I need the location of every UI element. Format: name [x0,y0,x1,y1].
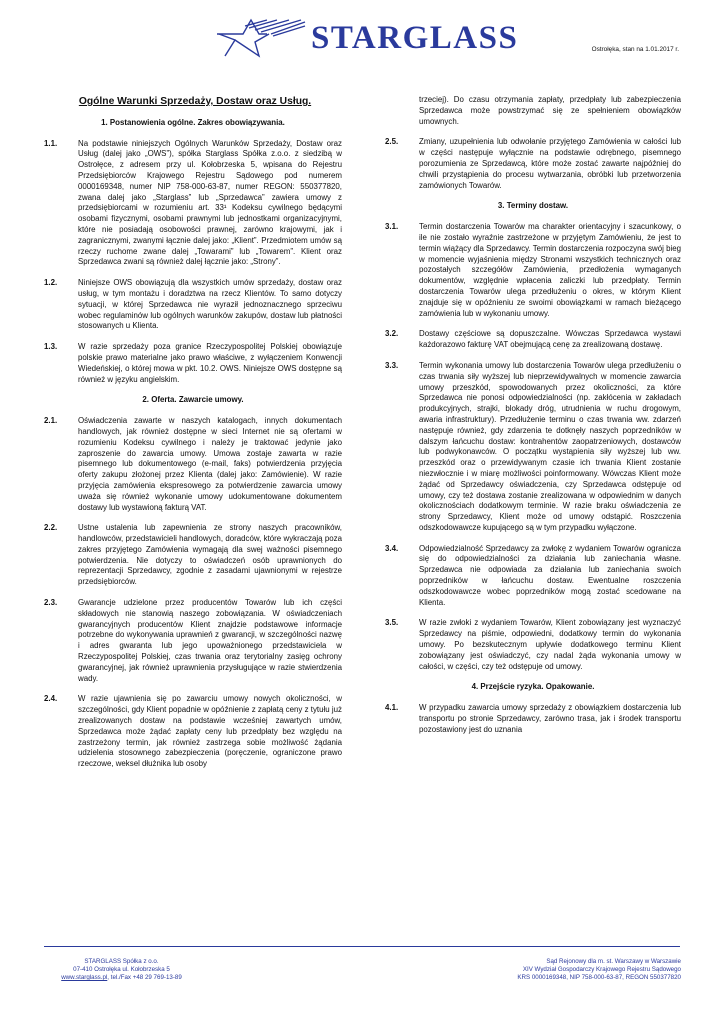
footer-contact [44,974,199,982]
star-logo-icon [215,18,307,58]
paragraph-number: 2.2. [44,523,58,533]
paragraph-2-5 [385,137,681,191]
left-column [44,95,342,780]
paragraph-2-3 [44,598,342,684]
section-heading-2: 2. Oferta. Zawarcie umowy. [142,395,244,405]
paragraph-number: 1.2. [44,278,58,288]
paragraph-text: Oświadczenia zawarte w naszych katalogach, innych dokumentach handlowych, jak również dostępne w sieci Internet nie są ofertami w rozumieniu Kodeksu cywilnego i należy je traktować jedynie jako zaproszenie do zawarcia umowy. Umowa zostaje zawarta w razie pisemnego lub dokumentowego (e-mail, faks) potwierdzenia przyjęcia oferty zakupu złożonej przez Klienta (dalej jako: Zamówienie). W razie przyjęcia zamówienia ekspresowego za potwierdzenie zawarcia umowy uważa się również wykonanie umowy udokumentowane dokumentem dostawy lub wystawioną fakturą VAT. [78,416,342,512]
paragraph-text: Termin dostarczenia Towarów ma charakter orientacyjny i szacunkowy, o ile nie zostało wyraźnie zastrzeżone w przyjętym Zamówieniu, że jest to termin wiążący dla Sprzedawcy. Termin dostarczenia rozpoczyna swój bieg w momencie wyjaśnienia między Stronami wszystkich technicznych oraz pozostałych szczegółów Zamówienia, przedłożenia wymaganych dokumentów, względnie wpłacenia zaliczki lub przedpłaty. Termin dostarczenia Towarów ulega przedłużeniu o okres, w którym Klient znajduje się w opóźnieniu ze swoimi obowiązkami w ramach bieżącego zamówienia lub w wykonaniu umowy. [419,222,681,318]
paragraph-text: Zmiany, uzupełnienia lub odwołanie przyjętego Zamówienia w całości lub w części następuje wyłącznie na podstawie odrębnego, pisemnego porozumienia ze Sprzedawcą, które może zostać zawarte najpóźniej do chwili przystąpienia do procesu wytwarzania, obróbki lub przetworzenia zamówionych Towarów. [419,137,681,190]
brand-name: STARGLASS [311,19,519,56]
paragraph-number: 2.1. [44,416,58,426]
paragraph-number: 1.3. [44,342,58,352]
paragraph-text: Dostawy częściowe są dopuszczalne. Wówczas Sprzedawca wystawi każdorazowo fakturę VAT obejmującą cenę za zrealizowaną dostawę. [419,329,681,350]
paragraph-text: Odpowiedzialność Sprzedawcy za zwłokę z wydaniem Towarów ogranicza się do odpowiedzialności za działania lub zaniechania własne. Sprzedawca nie odpowiada za działania lub zaniechania swoich poprzedników w łańcuchu dostaw. Ewentualne roszczenia odszkodowawcze wobec poprzedników mogą zostać scedowane na Klienta. [419,543,681,607]
paragraph-1-1 [44,139,342,269]
paragraph-3-3 [385,361,681,534]
paragraph-2-2 [44,523,342,588]
paragraph-number: 2.4. [44,694,58,704]
paragraph-text: W razie zwłoki z wydaniem Towarów, Klient zobowiązany jest wyznaczyć Sprzedawcy na piśmie, odpowiedni, dodatkowy termin do wykonania umowy. Po bezskutecznym upływie dodatkowego terminu Klient zobowiązany jest oświadczyć, czy nadal żąda wykonania umowy w całości, w części, czy też odstępuje od umowy. [419,618,681,671]
paragraph-number: 3.3. [385,360,399,370]
paragraph-text: Gwarancje udzielone przez producentów Towarów lub ich części składowych nie stanowią naszego zobowiązania. W oświadczeniach gwarancyjnych producentów Klient znajdzie podstawowe informacje potrzebne do wykonywania uprawnień z gwarancji, w szczególności nazwę i adres gwaranta lub jego upoważnionego przedstawiciela w Rzeczypospolitej Polskiej, czas trwania oraz terytorialny zasięg ochrony gwarancyjnej, jak również uprawnienia przysługujące w razie stwierdzenia wady. [78,598,342,683]
paragraph-3-5 [385,618,681,672]
footer-company-name: STARGLASS Spółka z o.o. [84,958,159,965]
paragraph-3-2 [385,329,681,351]
website-link[interactable]: www.starglass.pl [61,974,108,981]
paragraph-text: Niniejsze OWS obowiązują dla wszystkich umów sprzedaży, dostaw oraz usług, w tym montażu i doradztwa na rzecz Klientów. To samo dotyczy sytuacji, w której Sprzedawca nie wyraził jednoznacznego sprzeciwu wobec regulaminów lub ogólnych warunków zakupów, dostaw lub płatności stosowanych u Klienta. [78,278,342,331]
paragraph-1-3 [44,342,342,385]
paragraph-number: 2.5. [385,137,399,147]
paragraph-number: 3.5. [385,618,399,628]
paragraph-number: 3.2. [385,329,399,339]
paragraph-3-1 [385,222,681,319]
paragraph-text: W razie ujawnienia się po zawarciu umowy nowych okoliczności, w szczególności, gdy Klient popadnie w opóźnienie z zapłatą ceny z tytułu już zrealizowanych dostaw na podstawie wcześniej zawartych umów, Sprzedawca może żądać zapłaty ceny lub przedpłaty bez względu na zastrzeżony termin, jak również zastrzega sobie możliwość żądania udzielenia stosownego zabezpieczenia (poręczenie, ograniczone prawo rzeczowe, weksel dłużnika lub osoby [78,694,342,769]
paragraph-text: W razie sprzedaży poza granice Rzeczypospolitej Polskiej obowiązuje polskie prawo materialne jako prawo właściwe, z wyłączeniem Konwencji Wiedeńskiej, o której mowa w pkt. 10.2. OWS. Niniejsze OWS dostępne są również w języku angielskim. [78,342,342,384]
footer-registry [455,958,681,982]
section-heading-1: 1. Postanowienia ogólne. Zakres obowiązywania. [101,117,285,127]
paragraph-number: 2.3. [44,598,58,608]
footer-court: Sąd Rejonowy dla m. st. Warszawy w Warszawie [546,958,681,965]
paragraph-text: Na podstawie niniejszych Ogólnych Warunków Sprzedaży, Dostaw oraz Usług (dalej jako „OWS”), spółka Starglass Spółka z.o.o. z siedzibą w Ostrołęce, z adresem przy ul. Kołobrzeska 5, wpisana do Rejestru Przedsiębiorców Krajowego Rejestru Sądowego pod numerem 0000169348, numer NIP 758-000-63-87, numer REGON: 550377820, zwana dalej jako „Starglass” lub „Sprzedawca” zawiera umowy z przedsiębiorcami w rozumieniu art. 33¹ Kodeksu cywilnego będącymi osobami fizycznymi, osobami prawnymi lub jednostkami organizacyjnymi, które nie posiadają osobowości prawnej, zarówno krajowymi, jak i zagranicznymi, zwanymi łącznie dalej jako: „Klient”. Przedmiotem umów są rzeczy ruchome zwane dalej „Towarami” lub „Towarem”. Klient oraz Sprzedawca zwani są również dalej łącznie jako: „Strony”. [78,138,342,267]
paragraph-text: W przypadku zawarcia umowy sprzedaży z obowiązkiem dostarczenia lub transportu po stronie Sprzedawcy, zarówno trasa, jak i środek transportu pozostawiony jest do uznania [419,703,681,734]
footer-divider [44,946,680,947]
section-heading-4: 4. Przejście ryzyka. Opakowanie. [471,682,595,692]
footer-address: 07-410 Ostrołęka ul. Kołobrzeska 5 [73,966,170,973]
paragraph-number: 1.1. [44,138,58,148]
footer-department: XIV Wydział Gospodarczy Krajowego Rejestru Sądowego [522,966,681,973]
paragraph-number: 3.1. [385,222,399,232]
paragraph-number: 3.4. [385,543,399,553]
paragraph-4-1 [385,703,681,735]
paragraph-number: 4.1. [385,703,399,713]
section-heading-3: 3. Terminy dostaw. [497,201,569,211]
paragraph-2-4-continued: trzeciej). Do czasu otrzymania zapłaty, przedpłaty lub zabezpieczenia Sprzedawca może powstrzymać się ze spełnieniem obowiązków umownych. [419,95,681,126]
starglass-logo [215,18,518,58]
paragraph-text: Ustne ustalenia lub zapewnienia ze strony naszych pracowników, handlowców, przedstawicieli handlowych, doradców, które wykraczają poza zakres przyjętego Zamówienia wymagają dla swej ważności pisemnego potwierdzenia. Nie dotyczy to oświadczeń osób uprawnionych do reprezentacji Sprzedawcy, zgodnie z zasadami ujawnionymi w rejestrze przedsiębiorców. [78,523,342,587]
footer-company [44,958,199,982]
paragraph-text: Termin wykonania umowy lub dostarczenia Towarów ulega przedłużeniu o czas trwania siły wyższej lub nieprzewidywalnych w momencie zawarcia umowy przeszkód, spowodowanych przez okoliczności, za które Sprzedawca nie ponosi odpowiedzialności (np. zakłócenia w zakładach produkcyjnych, strajki, blokady dróg, utrudnienia w ruchu drogowym, awaria infrastruktury). Przedłużenie terminu o czas trwania ww. zdarzeń następuje również, gdy zdarzenia te dotknęły naszych poprzedników w dalszym łańcuchu dostaw: kontrahentów zaopatrzeniowych, dostawców lub podwykonawców. O początku wystąpienia siły wyższej lub ww. przeszkód oraz o przewidywanym czasie ich trwania Klient zostanie niezwłocznie i w miarę możliwości poinformowany. Wówczas Klient może żądać od Sprzedawcy oświadczenia, czy Sprzedawca odstępuje od umowy, czy też dostawa zostanie zrealizowana w odpowiednim w danych okolicznościach dodatkowym terminie. W razie braku oświadczenia ze strony Sprzedawcy, Klient może od umowy odstąpić. Roszczenia odszkodowawcze kupującego są w tym przypadku wyłączone. [419,360,681,532]
paragraph-3-4 [385,544,681,609]
footer-registry-numbers: KRS 0000169348, NIP 758-000-63-87, REGON 550377820 [517,974,681,981]
paragraph-1-2 [44,278,342,332]
footer-phone: , tel./Fax +48 29 769-13-89 [107,974,182,981]
document-title: Ogólne Warunki Sprzedaży, Dostaw oraz Usług. [78,96,312,107]
right-column [385,95,681,746]
paragraph-2-1 [44,416,342,513]
dateline: Ostrołęka, stan na 1.01.2017 r. [591,46,679,53]
paragraph-2-4 [44,694,342,770]
